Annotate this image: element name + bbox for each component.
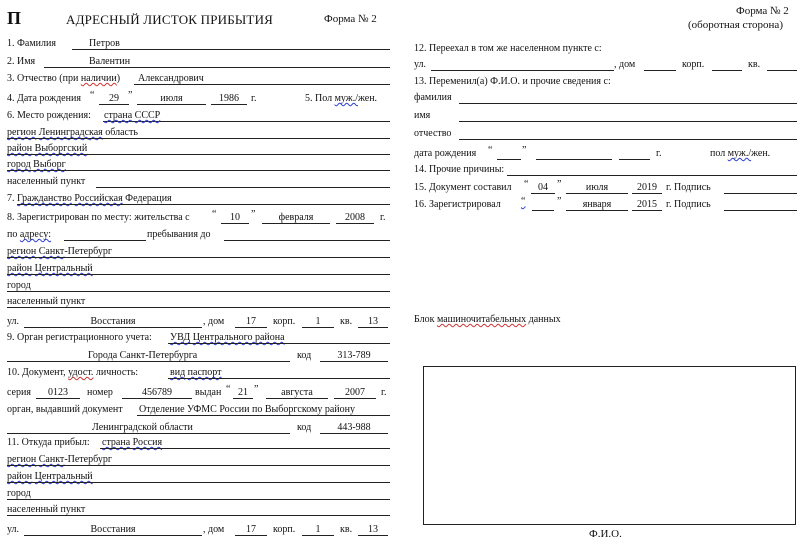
reg-year-suffix: г.	[380, 212, 386, 223]
changed-birth-month-line[interactable]	[536, 159, 612, 160]
registered-year-value[interactable]: 2015	[637, 199, 657, 210]
birthplace-region[interactable]: регион Ленинградская область	[7, 127, 138, 138]
moved-street-label: ул.	[414, 59, 427, 70]
reg-settlement-line[interactable]	[7, 307, 390, 308]
birthplace-city[interactable]: город Выборг	[7, 159, 66, 170]
house-value[interactable]: 17	[246, 316, 256, 327]
registered-sign-line[interactable]	[724, 210, 797, 211]
from-district-line	[7, 482, 390, 483]
reg-stay-label: пребывания до	[147, 229, 211, 240]
apt-label: кв.	[340, 316, 353, 327]
birth-month-value[interactable]: июля	[160, 93, 183, 104]
birthplace-settlement-label: населенный пункт	[7, 176, 86, 187]
sex-label: 5. Пол муж./жен.	[305, 93, 378, 104]
form-number-right: Форма № 2	[736, 5, 789, 17]
moved-house-label: , дом	[614, 59, 636, 70]
organ-line	[168, 343, 390, 344]
issued-month-value[interactable]: августа	[281, 387, 313, 398]
birthplace-district-line	[7, 154, 390, 155]
from-country-value[interactable]: страна Россия	[102, 437, 163, 448]
organ-code-label: код	[297, 350, 312, 361]
from-district[interactable]: район Центральный	[7, 471, 93, 482]
reg-address-label: по адресу:	[7, 229, 52, 240]
quote-close: ”	[254, 384, 259, 395]
other-line[interactable]	[507, 175, 797, 176]
issued-year-value[interactable]: 2007	[345, 387, 365, 398]
quote-close: ”	[522, 145, 527, 156]
organ-code-value[interactable]: 313-789	[337, 350, 371, 361]
street-label: ул.	[7, 316, 20, 327]
from-settlement-line[interactable]	[7, 515, 390, 516]
from-region-line	[7, 465, 390, 466]
apt-value[interactable]: 13	[368, 316, 378, 327]
issuer-label: орган, выдавший документ	[7, 404, 123, 415]
corp-value[interactable]: 1	[315, 316, 321, 327]
from-label: 11. Откуда прибыл:	[7, 437, 90, 448]
reg-settlement-label: населенный пункт	[7, 296, 86, 307]
organ-value[interactable]: УВД Центрального района	[170, 332, 285, 343]
surname-value[interactable]: Петров	[89, 38, 120, 49]
quote-close: ”	[128, 90, 133, 101]
birth-year-value[interactable]: 1986	[219, 93, 239, 104]
birthplace-district[interactable]: район Выборгский	[7, 143, 88, 154]
composed-month-value[interactable]: июля	[585, 182, 609, 193]
reg-city-label: город	[7, 280, 31, 291]
quote-open: “	[521, 196, 526, 207]
changed-birth-label: дата рождения	[414, 148, 477, 159]
changed-name-line[interactable]	[459, 121, 797, 122]
changed-birth-year-line[interactable]	[619, 159, 650, 160]
citizenship-line	[17, 204, 390, 205]
composed-sign-label: г. Подпись	[666, 182, 711, 193]
from-street-label: ул.	[7, 524, 20, 535]
birthplace-city-line	[7, 170, 390, 171]
reg-day-value[interactable]: 10	[230, 212, 240, 223]
from-street-value[interactable]: Восстания	[90, 524, 136, 535]
issuer-line	[137, 415, 390, 416]
from-region[interactable]: регион Санкт-Петербург	[7, 454, 112, 465]
reg-month-value[interactable]: февраля	[278, 212, 314, 223]
photo-box	[423, 366, 796, 525]
patronymic-value[interactable]: Александрович	[138, 73, 204, 84]
reg-district[interactable]: район Центральный	[7, 263, 93, 274]
surname-label: 1. Фамилия	[7, 38, 56, 49]
registration-label: 8. Зарегистрирован по месту: жительства с	[7, 212, 190, 223]
moved-corp-label: корп.	[682, 59, 705, 70]
registered-sign-label: г. Подпись	[666, 199, 711, 210]
composed-label: 15. Документ составил	[414, 182, 512, 193]
changed-birth-day-line[interactable]	[497, 159, 521, 160]
composed-sign-line[interactable]	[724, 193, 797, 194]
changed-label: 13. Переменил(а) Ф.И.О. и прочие сведения с:	[414, 76, 611, 87]
issuer-value[interactable]: Отделение УФМС России по Выборгскому району	[139, 404, 355, 415]
quote-close: ”	[557, 179, 562, 190]
other-label: 14. Прочие причины:	[414, 164, 505, 175]
from-apt-label: кв.	[340, 524, 353, 535]
registered-month-value[interactable]: января	[582, 199, 612, 210]
from-corp-label: корп.	[273, 524, 296, 535]
birth-day-value[interactable]: 29	[109, 93, 119, 104]
registered-label: 16. Зарегистрировал	[414, 199, 501, 210]
document-type-value[interactable]: вид паспорт	[170, 367, 222, 378]
moved-house-line[interactable]	[644, 70, 676, 71]
changed-surname-label: фамилия	[414, 92, 452, 103]
house-label: , дом	[203, 316, 225, 327]
composed-year-value[interactable]: 2019	[637, 182, 657, 193]
number-value[interactable]: 456789	[142, 387, 172, 398]
from-apt-value[interactable]: 13	[368, 524, 378, 535]
number-label: номер	[87, 387, 113, 398]
reg-address-line[interactable]	[64, 240, 146, 241]
from-house-value[interactable]: 17	[246, 524, 256, 535]
reg-region-line	[7, 257, 390, 258]
birth-date-label: 4. Дата рождения	[7, 93, 81, 104]
issuer-region-value[interactable]: Ленинградской области	[92, 422, 193, 433]
reg-region[interactable]: регион Санкт-Петербург	[7, 246, 112, 257]
series-value[interactable]: 0123	[48, 387, 68, 398]
birthplace-label: 6. Место рождения:	[7, 110, 91, 121]
composed-day-value[interactable]: 04	[538, 182, 548, 193]
changed-patronymic-line[interactable]	[459, 139, 797, 140]
birth-year-suffix: г.	[251, 93, 257, 104]
street-value[interactable]: Восстания	[90, 316, 136, 327]
changed-name-label: имя	[414, 110, 431, 121]
from-house-label: , дом	[203, 524, 225, 535]
form-number-left: Форма № 2	[324, 13, 377, 25]
citizenship[interactable]: 7. Гражданство Российская Федерация	[7, 193, 172, 204]
reg-stay-line[interactable]	[224, 240, 390, 241]
changed-sex-label: пол муж./жен.	[710, 148, 771, 159]
changed-patronymic-label: отчество	[414, 128, 452, 139]
moved-street-line[interactable]	[431, 70, 614, 71]
issued-day-value[interactable]: 21	[238, 387, 248, 398]
series-label: серия	[7, 387, 31, 398]
from-city-line[interactable]	[7, 499, 390, 500]
quote-open: “	[212, 209, 217, 220]
reverse-side-note: (оборотная сторона)	[688, 19, 783, 31]
reg-year-value[interactable]: 2008	[345, 212, 365, 223]
document-type-line	[168, 378, 390, 379]
issuer-code-label: код	[297, 422, 312, 433]
changed-surname-line[interactable]	[459, 103, 797, 104]
registered-day-line[interactable]	[532, 210, 554, 211]
machine-readable-label: Блок машиночитабельных данных	[414, 314, 561, 325]
from-city-label: город	[7, 488, 31, 499]
from-country-line	[100, 448, 390, 449]
birthplace-settlement-line[interactable]	[96, 187, 390, 188]
moved-apt-label: кв.	[748, 59, 761, 70]
document-label: 10. Документ, удост. личность:	[7, 367, 139, 378]
moved-label: 12. Переехал в том же населенном пункте с:	[414, 43, 602, 54]
from-settlement-label: населенный пункт	[7, 504, 86, 515]
from-corp-value[interactable]: 1	[315, 524, 321, 535]
birthplace-region-line	[7, 138, 390, 139]
reg-city-line[interactable]	[7, 291, 390, 292]
organ-city-value[interactable]: Города Санкт-Петербурга	[88, 350, 198, 361]
quote-open: “	[90, 90, 95, 101]
name-value[interactable]: Валентин	[89, 56, 131, 67]
quote-open: “	[524, 179, 529, 190]
patronymic-label: 3. Отчество (при наличии)	[7, 73, 121, 84]
birthplace-country-value[interactable]: страна СССР	[104, 110, 161, 121]
corp-label: корп.	[273, 316, 296, 327]
issuer-code-value[interactable]: 443-988	[337, 422, 371, 433]
organ-label: 9. Орган регистрационного учета:	[7, 332, 152, 343]
form-letter: П	[7, 8, 22, 28]
issued-year-suffix: г.	[381, 387, 387, 398]
fio-label: Ф.И.О.	[589, 528, 622, 540]
issued-label: выдан	[195, 387, 222, 398]
reg-district-line	[7, 274, 390, 275]
name-label: 2. Имя	[7, 56, 36, 67]
moved-apt-line[interactable]	[767, 70, 797, 71]
moved-corp-line[interactable]	[712, 70, 742, 71]
quote-open: “	[226, 384, 231, 395]
quote-close: ”	[557, 196, 562, 207]
quote-close: ”	[251, 209, 256, 220]
quote-open: “	[488, 145, 493, 156]
changed-birth-suffix: г.	[656, 148, 662, 159]
form-title: АДРЕСНЫЙ ЛИСТОК ПРИБЫТИЯ	[66, 12, 274, 27]
